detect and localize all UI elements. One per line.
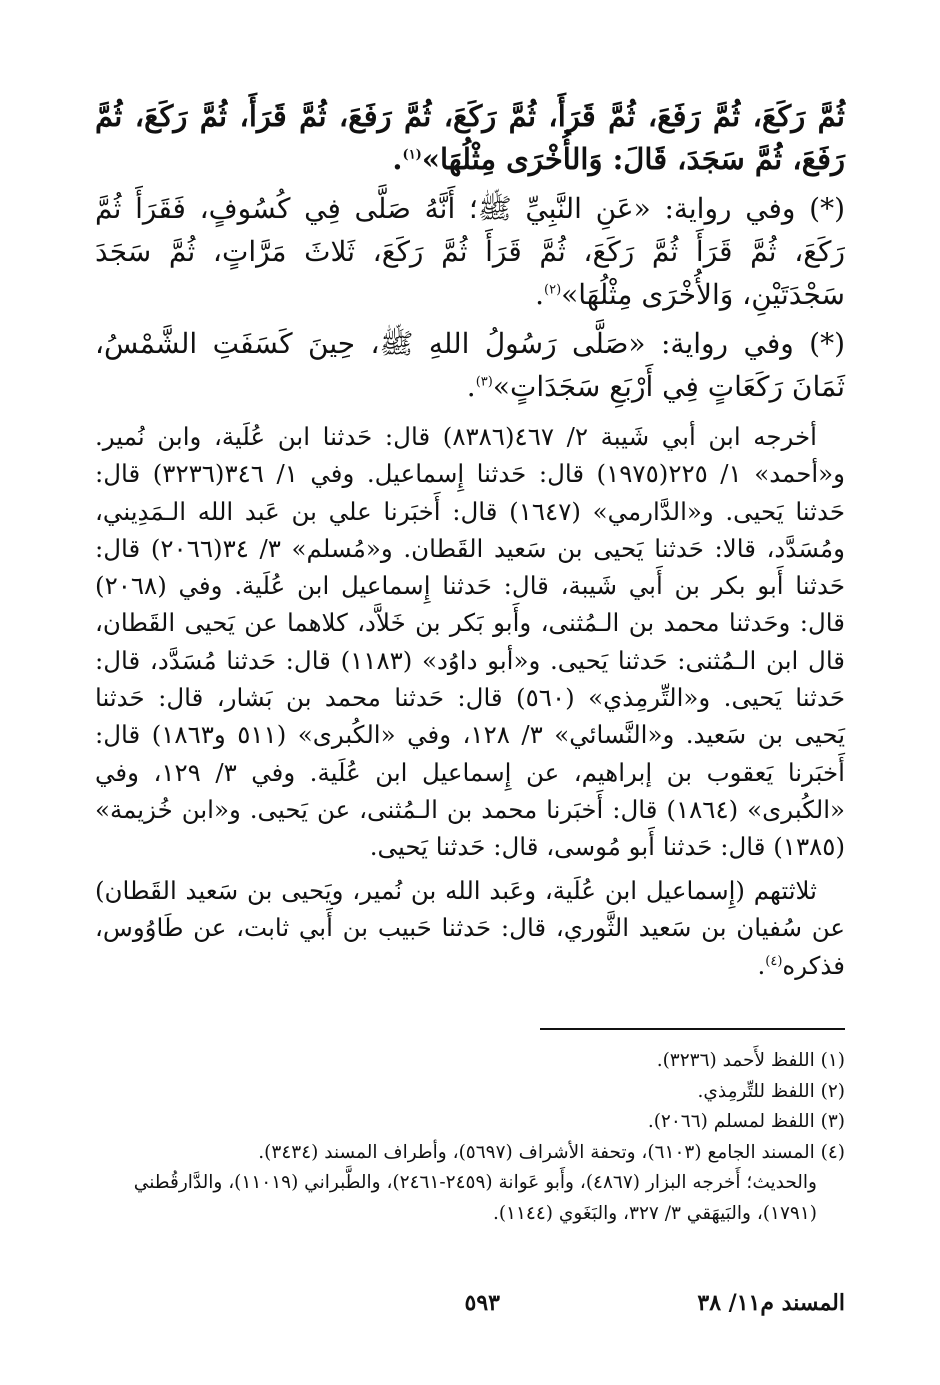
- sentence-end: .: [392, 142, 403, 176]
- footnotes-section: [95, 1046, 845, 1229]
- footnote-divider: [540, 1028, 845, 1030]
- takhrij-paragraph: أخرجه ابن أبي شَيبة ٢/ ٤٦٧(٨٣٨٦) قال: حَدثنا ابن عُلَية، وابن نُمير. و«أحمد» ١/ ٢٢٥(١٩٧٥) قال: حَدثنا إِسماعيل. وفي ١/ ٣٤٦(٣٢٣٦) قال: حَدثنا يَحيى. و«الدَّارمي» (١٦٤٧) قال: أَخبَرنا علي بن عَبد الله الـمَدِيني، ومُسَدَّد، قالا: حَدثنا يَحيى بن سَعيد القَطان. و«مُسلم» ٣/ ٣٤(٢٠٦٦) قال: حَدثنا أَبو بكر بن أَبي شَيبة، قال: حَدثنا إِسماعيل ابن عُلَية. وفي (٢٠٦٨) قال: وحَدثنا محمد بن الـمُثنى، وأَبو بَكر بن خَلاَّد، كلاهما عن يَحيى القَطان، قال ابن الـمُثنى: حَدثنا يَحيى. و«أبو داوُد» (١١٨٣) قال: حَدثنا مُسَدَّد، قال: حَدثنا يَحيى. و«التِّرمِذي» (٥٦٠) قال: حَدثنا محمد بن بَشار، قال: حَدثنا يَحيى بن سَعيد. و«النَّسائي» ٣/ ١٢٨، وفي «الكُبرى» (٥١١ و١٨٦٣) قال: أَخبَرنا يَعقوب بن إبراهيم، عن إِسماعيل ابن عُلَية. وفي ٣/ ١٢٩، وفي «الكُبرى» (١٨٦٤) قال: أَخبَرنا محمد بن الـمُثنى، عن يَحيى. و«ابن خُزيمة» (١٣٨٥) قال: حَدثنا أَبو مُوسى، قال: حَدثنا يَحيى.: [95, 422, 846, 862]
- footnote-4: (٤) المسند الجامع (٦١٠٣)، وتحفة الأشراف (٥٦٩٧)، وأطراف المسند (٣٤٣٤).: [258, 1141, 845, 1163]
- page-number: ٥٩٣: [464, 1290, 500, 1316]
- narration-variant-2: [95, 187, 845, 316]
- footnote-ref-4[interactable]: (٤): [765, 953, 783, 969]
- footnote-3: (٣) اللفظ لمسلم (٢٠٦٦).: [647, 1111, 845, 1132]
- hadith-text: ثُمَّ رَكَعَ، ثُمَّ رَفَعَ، ثُمَّ قَرَأَ، ثُمَّ رَكَعَ، ثُمَّ رَفَعَ، ثُمَّ قَرَأَ، ثُمَّ رَكَعَ، ثُمَّ رَفَعَ، ثُمَّ سَجَدَ، قَالَ: وَالأُخْرَى مِثْلُهَا»: [95, 99, 845, 176]
- isnad-text: ثلاثتهم (إِسماعيل ابن عُلَية، وعَبد الله بن نُمير، ويَحيى بن سَعيد القَطان) عن سُفيان بن سَعيد الثَّوري، قال: حَدثنا حَبيب بن أَبي ثابت، عن طَاوُوس، فذكره: [95, 875, 845, 980]
- sentence-end: .: [757, 950, 766, 980]
- footnote-1: (١) اللفظ لأَحمد (٣٢٣٦).: [656, 1050, 845, 1071]
- narration-variant-3: [95, 322, 845, 408]
- sentence-end: .: [466, 370, 476, 403]
- sentence-end: .: [535, 278, 544, 311]
- footnote-ref-2[interactable]: (٢): [544, 282, 562, 298]
- narration-text: (*) وفي رواية: «عَنِ النَّبِيِّ ﷺ؛ أَنَّهُ صَلَّى فِي كُسُوفٍ، فَقَرَأَ ثُمَّ رَكَعَ، ثُمَّ قَرَأَ ثُمَّ رَكَعَ، ثُمَّ قَرَأَ ثُمَّ رَكَعَ، ثَلاثَ مَرَّاتٍ، ثُمَّ سَجَدَ سَجْدَتَيْنِ، وَالأُخْرَى مِثْلُهَا»: [95, 192, 845, 311]
- footnote-2: (٢) اللفظ للتِّرمِذي.: [697, 1080, 845, 1102]
- hadith-text-continued: [95, 95, 845, 181]
- footnote-ref-3[interactable]: (٣): [475, 374, 493, 390]
- narration-text: (*) وفي رواية: «صَلَّى رَسُولُ اللهِ ﷺ، حِينَ كَسَفَتِ الشَّمْسُ، ثَمَانَ رَكَعَاتٍ فِي أَرْبَعِ سَجَدَاتٍ»: [95, 327, 845, 403]
- volume-signature: المسند م١١/ ٣٨: [697, 1290, 845, 1316]
- isnad-summary: [95, 872, 845, 985]
- page-body: [95, 95, 845, 984]
- footnote-4-continued: والحديث؛ أَخرجه البزار (٤٨٦٧)، وأَبو عَوانة (٢٤٥٩-٢٤٦١)، والطَّبراني (١١٠١٩)، والدَّارقُطني (١٧٩١)، والبَيهَقي ٣/ ٣٢٧، والبَغَوي (١١٤٤).: [133, 1172, 817, 1224]
- footnote-ref-1[interactable]: (١): [402, 147, 422, 163]
